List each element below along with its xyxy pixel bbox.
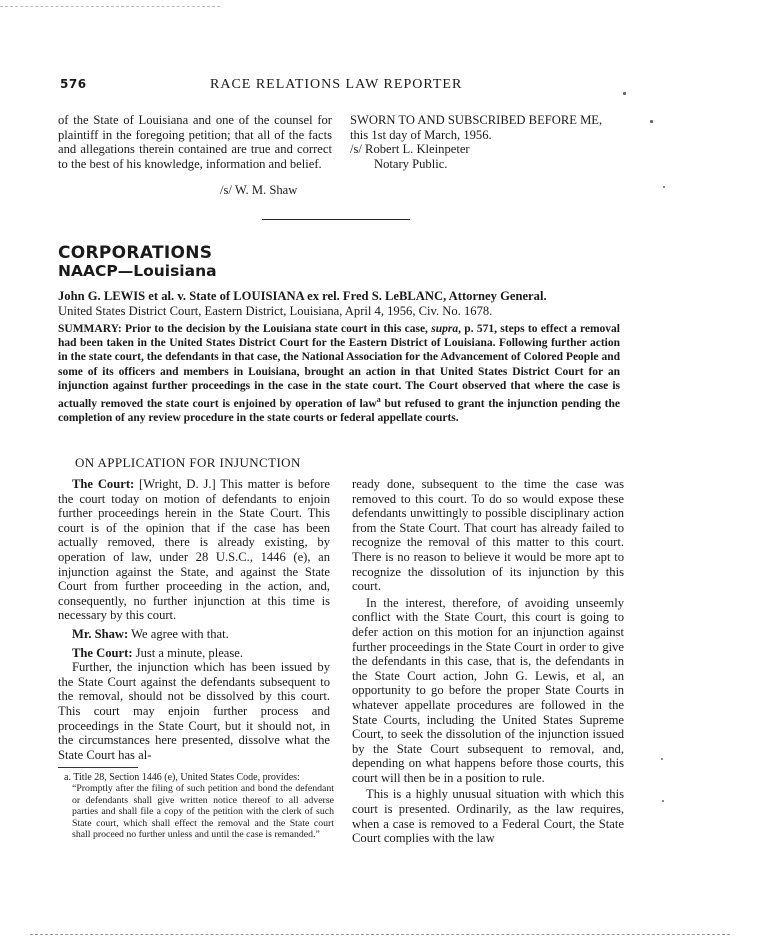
affidavit-body: of the State of Louisiana and one of the counsel for plaintiff in the foregoing petition; that all of the facts and allegations therein contained are true and correct to the best of his knowledge, information and belief. — [58, 113, 332, 171]
section-divider — [262, 219, 410, 220]
opinion-paragraph — [58, 646, 330, 661]
affidavit-text — [58, 113, 332, 171]
opinion-paragraph: ready done, subsequent to the time the case was removed to this court. To do so would expose these defendants unwittingly to possible disciplinary action from the State Court. That court has already failed to recognize the removal of this matter to this court. There is no reason to believe it would be more apt to recognize the dissolution of its injunction by this court. — [352, 477, 624, 594]
speaker-label: Mr. Shaw: — [72, 626, 129, 641]
subcategory-heading: NAACP—Louisiana — [58, 262, 217, 280]
summary-citation: supra — [431, 323, 459, 335]
right-column — [352, 477, 624, 846]
scan-edge-top — [0, 6, 220, 7]
notary-line: SWORN TO AND SUBSCRIBED BEFORE ME, — [350, 113, 603, 127]
summary-text: Prior to the decision by the Louisiana state court in this case, — [125, 323, 428, 335]
opinion-paragraph — [58, 477, 330, 623]
section-heading: ON APPLICATION FOR INJUNCTION — [75, 455, 301, 470]
notary-line: Notary Public. — [374, 156, 448, 171]
footnote-rule — [58, 767, 138, 768]
footnote — [58, 772, 334, 840]
summary-text: but refused to grant the injunction pending the completion of any review procedure in the state courts or federal appellate courts. — [58, 397, 620, 425]
case-caption — [58, 289, 628, 318]
footnote-label: a. Title 28, Section 1446 (e), United States Code, provides: — [64, 772, 300, 783]
scan-edge-bottom — [30, 934, 730, 935]
running-title: RACE RELATIONS LAW REPORTER — [210, 77, 463, 92]
opinion-paragraph — [58, 627, 330, 642]
case-title: John G. LEWIS et al. v. State of LOUISIANA ex rel. Fred S. LeBLANC, Attorney General. — [58, 289, 547, 303]
footnote-quote: “Promptly after the filing of such petition and bond the defendant or defendants shall give written notice thereof to all adverse parties and shall file a copy of the petition with the clerk of such State court, which shall effect the removal and the State court shall proceed no further unless and until the case is remanded.” — [72, 783, 334, 841]
paragraph-text: Just a minute, please. — [132, 645, 244, 660]
opinion-paragraph: This is a highly unusual situation with which this court is presented. Ordinarily, as the law requires, when a case is removed to a Federal Court, the State Court complies with the law — [352, 787, 624, 846]
speaker-label: The Court: — [72, 645, 133, 660]
notary-block — [350, 113, 640, 171]
scan-speck — [661, 758, 663, 760]
speaker-label: The Court: — [72, 477, 135, 491]
scan-speck — [650, 120, 653, 123]
page-number: 576 — [60, 77, 87, 91]
category-heading: CORPORATIONS — [58, 243, 213, 263]
affiant-signature: /s/ W. M. Shaw — [220, 183, 298, 197]
case-summary — [58, 322, 620, 425]
summary-text: , p. 571, steps to effect a removal had been taken in the United States District Court for the Eastern District of Louisiana. Following further action in the state court, the defendants in that case, the National Association for the Advancement of Colored People and some of its officers and members in Louisiana, brought an action in that United States District Court for an injunction against further proceedings in the case in the state court. The Court observed that where the case is actually removed the state court is enjoined by operation of law — [58, 323, 620, 410]
notary-line: this 1st day of March, 1956. — [350, 127, 492, 142]
scan-speck — [662, 800, 664, 802]
left-column — [58, 477, 330, 762]
opinion-paragraph: Further, the injunction which has been issued by the State Court against the defendants subsequent to the removal, should not be dissolved by this court. This court may enjoin further process and proceedings in the State Court, but it should not, in the circumstances here presented, dissolve what the State Court has al- — [58, 660, 330, 762]
scan-speck — [663, 186, 665, 188]
paragraph-text: We agree with that. — [128, 626, 229, 641]
paragraph-text: [Wright, D. J.] This matter is before the court today on motion of defendants to enjoin further proceedings herein in the State Court. This court is of the opinion that if the case has been actually removed, there is already existing, by operation of law, under 28 U.S.C., 1446 (e), an injunction against the State, and against the State Court from further proceeding in the action, and, consequently, no further injunction at this time is necessary by this court. — [58, 477, 330, 623]
case-court: United States District Court, Eastern District, Louisiana, April 4, 1956, Civ. No. 1678. — [58, 303, 493, 318]
opinion-paragraph: In the interest, therefore, of avoiding unseemly conflict with the State Court, this court is going to defer action on this motion for an injunction against further proceedings in the State Court in order to give the defendants in this case, that is, the defendants in the State Court action, John G. Lewis, et al, an opportunity to go before the proper State Courts in whatever appellate procedures are followed in the State Courts, including the United States Supreme Court, to seek the dissolution of the injunction issued by the State Court subsequent to removal, and, depending on what happens before those courts, this court will then be in a position to rule. — [352, 595, 624, 785]
notary-line: /s/ Robert L. Kleinpeter — [350, 142, 470, 157]
footnote-ref: a — [376, 395, 381, 405]
summary-label: SUMMARY: — [58, 323, 122, 335]
scan-speck — [623, 92, 626, 95]
